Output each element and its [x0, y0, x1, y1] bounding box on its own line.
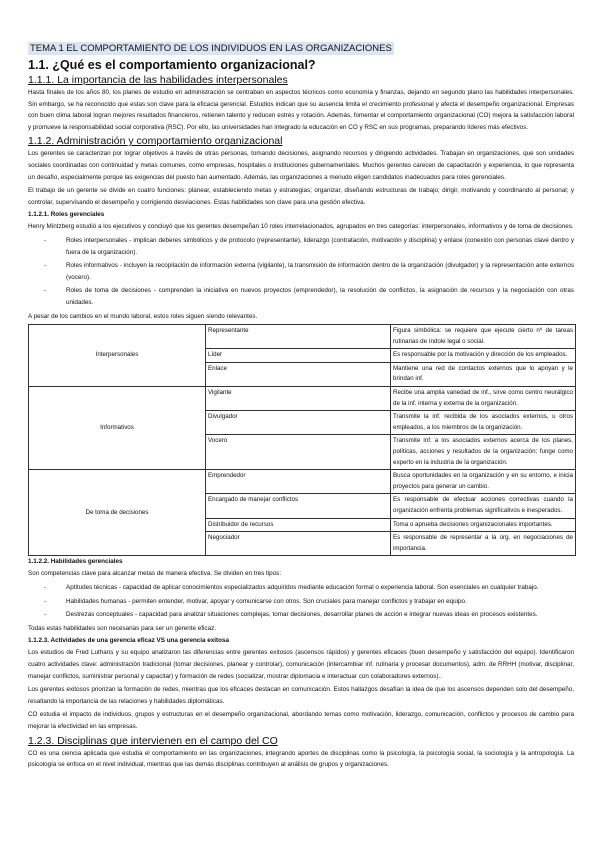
description-cell: Es responsable por la motivación y dirección de los empleados. [391, 349, 576, 363]
description-cell: Transmite la inf. recibida de los asociados externos, u otros empleados, a los miembros de la organización. [391, 411, 576, 435]
role-cell: Emprendedor [206, 470, 391, 494]
description-cell: Es responsable de efectuar acciones correctivas cuando la organización enfrenta problemas significativos e inesperados. [391, 494, 576, 518]
description-cell: Busca oportunidades en la organización y en su entorno, e inicia proyectos para generar un cambio. [391, 470, 576, 494]
category-cell: Informativos [29, 387, 206, 470]
paragraph: Henry Mintzberg estudió a los ejecutivos y concluyó que los gerentes desempeñan 10 roles interrelacionados, agrupados en tres categorías: interpersonales, informativos y de toma de decisiones. [28, 223, 574, 231]
list-item: - Roles de toma de decisiones - comprenden la iniciativa en nuevos proyectos (emprendedor), la resolución de conflictos, la asignación de recursos y la negociación con otras unidades. [66, 285, 574, 308]
list-item: - Destrezas conceptuales - capacidad para analizar situaciones complejas, tomar decisiones, desarrollar planes de acción e integrar nuevas ideas en procesos existentes. [66, 609, 574, 621]
category-cell: Interpersonales [29, 325, 206, 387]
paragraph: CO es una ciencia aplicada que estudia el comportamiento en las organizaciones, integrando aportes de disciplinas como la psicología, la psicología social, la sociología y la antropología. La psicología se enfoca en el nivel individual, mientras que las demás disciplinas contribuyen al análisis de grupos y organizaciones. [28, 749, 574, 769]
role-cell: Negociador [206, 532, 391, 556]
heading-1-1-2: 1.1.2. Administración y comportamiento organizacional [28, 135, 283, 148]
heading-1-1-1: 1.1.1. La importancia de las habilidades interpersonales [28, 74, 288, 86]
paragraph: Los gerentes se caracterizan por lograr objetivos a través de otras personas, tomando decisiones, asignando recursos y dirigiendo actividades. Trabajan en organizaciones, que son unidades sociales coordinadas con continuidad y metas comunes, como empresas, hospitales o instituciones gubernamentales. Muchos gerentes carecen de capacitación y experiencia, lo que representa un desafío, especialmente porque las exigencias del puesto han aumentado. Además, las organizaciones a menudo eligen candidatos inadecuados para roles gerenciales. [28, 150, 574, 181]
role-cell: Vigilante [206, 387, 391, 411]
description-cell: Es responsable de representar a la org. en negociaciones de importancia. [391, 532, 576, 556]
description-cell: Transmite inf. a los asociados externos acerca de los planes, políticas, acciones y resultados de la organización; funge como experto en la industria de la organización. [391, 435, 576, 470]
heading-1-1-2-1: 1.1.2.1. Roles gerenciales [28, 211, 105, 219]
role-cell: Vocero [206, 435, 391, 470]
category-cell: De toma de decisiones [29, 470, 206, 556]
list-item: - Roles interpersonales - implican deberes simbólicos y de protocolo (representante), liderazgo (contratación, motivación y disciplina) y enlace (conexión con personas clave dentro y fuera de la organización). [66, 235, 574, 258]
paragraph: Todas estas habilidades son necesarias para ser un gerente eficaz. [28, 624, 216, 632]
role-cell: Enlace [206, 362, 391, 386]
description-cell: Figura simbólica: se requiere que ejecute cierto nº de tareas rutinarias de índole legal o social. [391, 325, 576, 349]
role-cell: Encargado de manejar conflictos [206, 494, 391, 518]
role-cell: Representante [206, 325, 391, 349]
roles-table [28, 324, 576, 556]
paragraph: El trabajo de un gerente se divide en cuatro funciones: planear, estableciendo metas y estrategias; organizar, diseñando estructuras de trabajo; dirigir, motivando y coordinando al personal; y controlar, supervisando el desempeño y corrigiendo desviaciones. Estas habilidades son clave para una gestión efectiva. [28, 187, 574, 206]
heading-1-1: 1.1. ¿Qué es el comportamiento organizacional? [28, 58, 316, 72]
heading-1-2-3: 1.2.3. Disciplinas que intervienen en el campo del CO [28, 734, 278, 747]
paragraph: CO estudia el impacto de individuos, grupos y estructuras en el desempeño organizacional, abordando temas como motivación, liderazgo, comunicación, conflictos y procesos de cambio para mejorar la efectividad en las empresas. [28, 711, 574, 730]
roles-list [28, 235, 574, 309]
description-cell: Mantiene una red de contactos externos que lo apoyan y le brindan inf. [391, 362, 576, 386]
paragraph: Hasta finales de los años 80, los planes de estudio en administración se centraban en aspectos técnicos como economía y finanzas, dejando en segundo plano las habilidades interpersonales. Sin embargo, se ha reconocido que estas son clave para la eficacia gerencial. Estudios indican que su ausencia limita el crecimiento profesional y afecta el desempeño organizacional. Empresas con buen clima laboral logran mejores resultados financieros, retienen talento y reducen estrés y rotación. Además, fomentar el comportamiento organizacional (CO) mejora la satisfacción laboral y promueve la responsabilidad social corporativa (RSC). Por ello, las universidades han integrado la educación en CO y RSC en sus programas, preparando líderes más efectivos. [28, 89, 574, 131]
role-cell: Divulgador [206, 411, 391, 435]
document-page [28, 38, 574, 773]
role-cell: Líder [206, 349, 391, 363]
table-row [29, 325, 576, 349]
paragraph: Son competencias clave para alcanzar metas de manera efectiva. Se dividen en tres tipos: [28, 570, 282, 578]
role-cell: Distribuidor de recursos [206, 518, 391, 532]
skills-list [28, 582, 574, 621]
description-cell: Toma o aprueba decisiones organizacionales importantes. [391, 518, 576, 532]
list-item: - Aptitudes técnicas - capacidad de aplicar conocimientos especializados adquiridos mediante educación formal o experiencia laboral. Son esenciales en cualquier trabajo. [66, 582, 574, 594]
paragraph: A pesar de los cambios en el mundo laboral, estos roles siguen siendo relevantes. [28, 312, 258, 320]
list-item: - Roles informativos - incluyen la recopilación de información externa (vigilante), la transmisión de información dentro de la organización (divulgador) y la representación ante externos (vocero). [66, 260, 574, 283]
paragraph: Los gerentes exitosos priorizan la formación de redes, mientras que los eficaces destacan en comunicación. Estos hallazgos desafían la idea de que los ascensos dependen solo del desempeño, resaltando la importancia de las relaciones y habilidades diplomáticas. [28, 686, 574, 705]
heading-1-1-2-3: 1.1.2.3. Actividades de una gerencia eficaz VS una gerencia exitosa [28, 637, 230, 645]
table-row [29, 470, 576, 494]
list-item: - Habilidades humanas - permiten entender, motivar, apoyar y comunicarse con otros. Son cruciales para manejar conflictos y trabajar en equipo. [66, 596, 574, 608]
heading-1-1-2-2: 1.1.2.2. Habilidades gerenciales [28, 558, 123, 566]
document-title: TEMA 1 EL COMPORTAMIENTO DE LOS INDIVIDUOS EN LAS ORGANIZACIONES [30, 43, 392, 54]
table-row [29, 387, 576, 411]
description-cell: Recibe una amplia variedad de inf., sirve como centro neurálgico de la inf. interna y externa de la organización. [391, 387, 576, 411]
paragraph: Los estudios de Fred Luthans y su equipo analizaron las diferencias entre gerentes exitosos (ascensos rápidos) y gerentes eficaces (buen desempeño y satisfacción del equipo). Identificaron cuatro actividades clave: administración tradicional (tomar decisiones, planear y controlar), comunicación (intercambiar inf. rutinaria y procesar documentos), adm. de RRHH (motivar, disciplinar, manejar conflictos, suministrar personal y capacitar) y formación de redes (socializar, mostrar diplomacia e interactuar con colaboradores externos).. [28, 649, 574, 680]
